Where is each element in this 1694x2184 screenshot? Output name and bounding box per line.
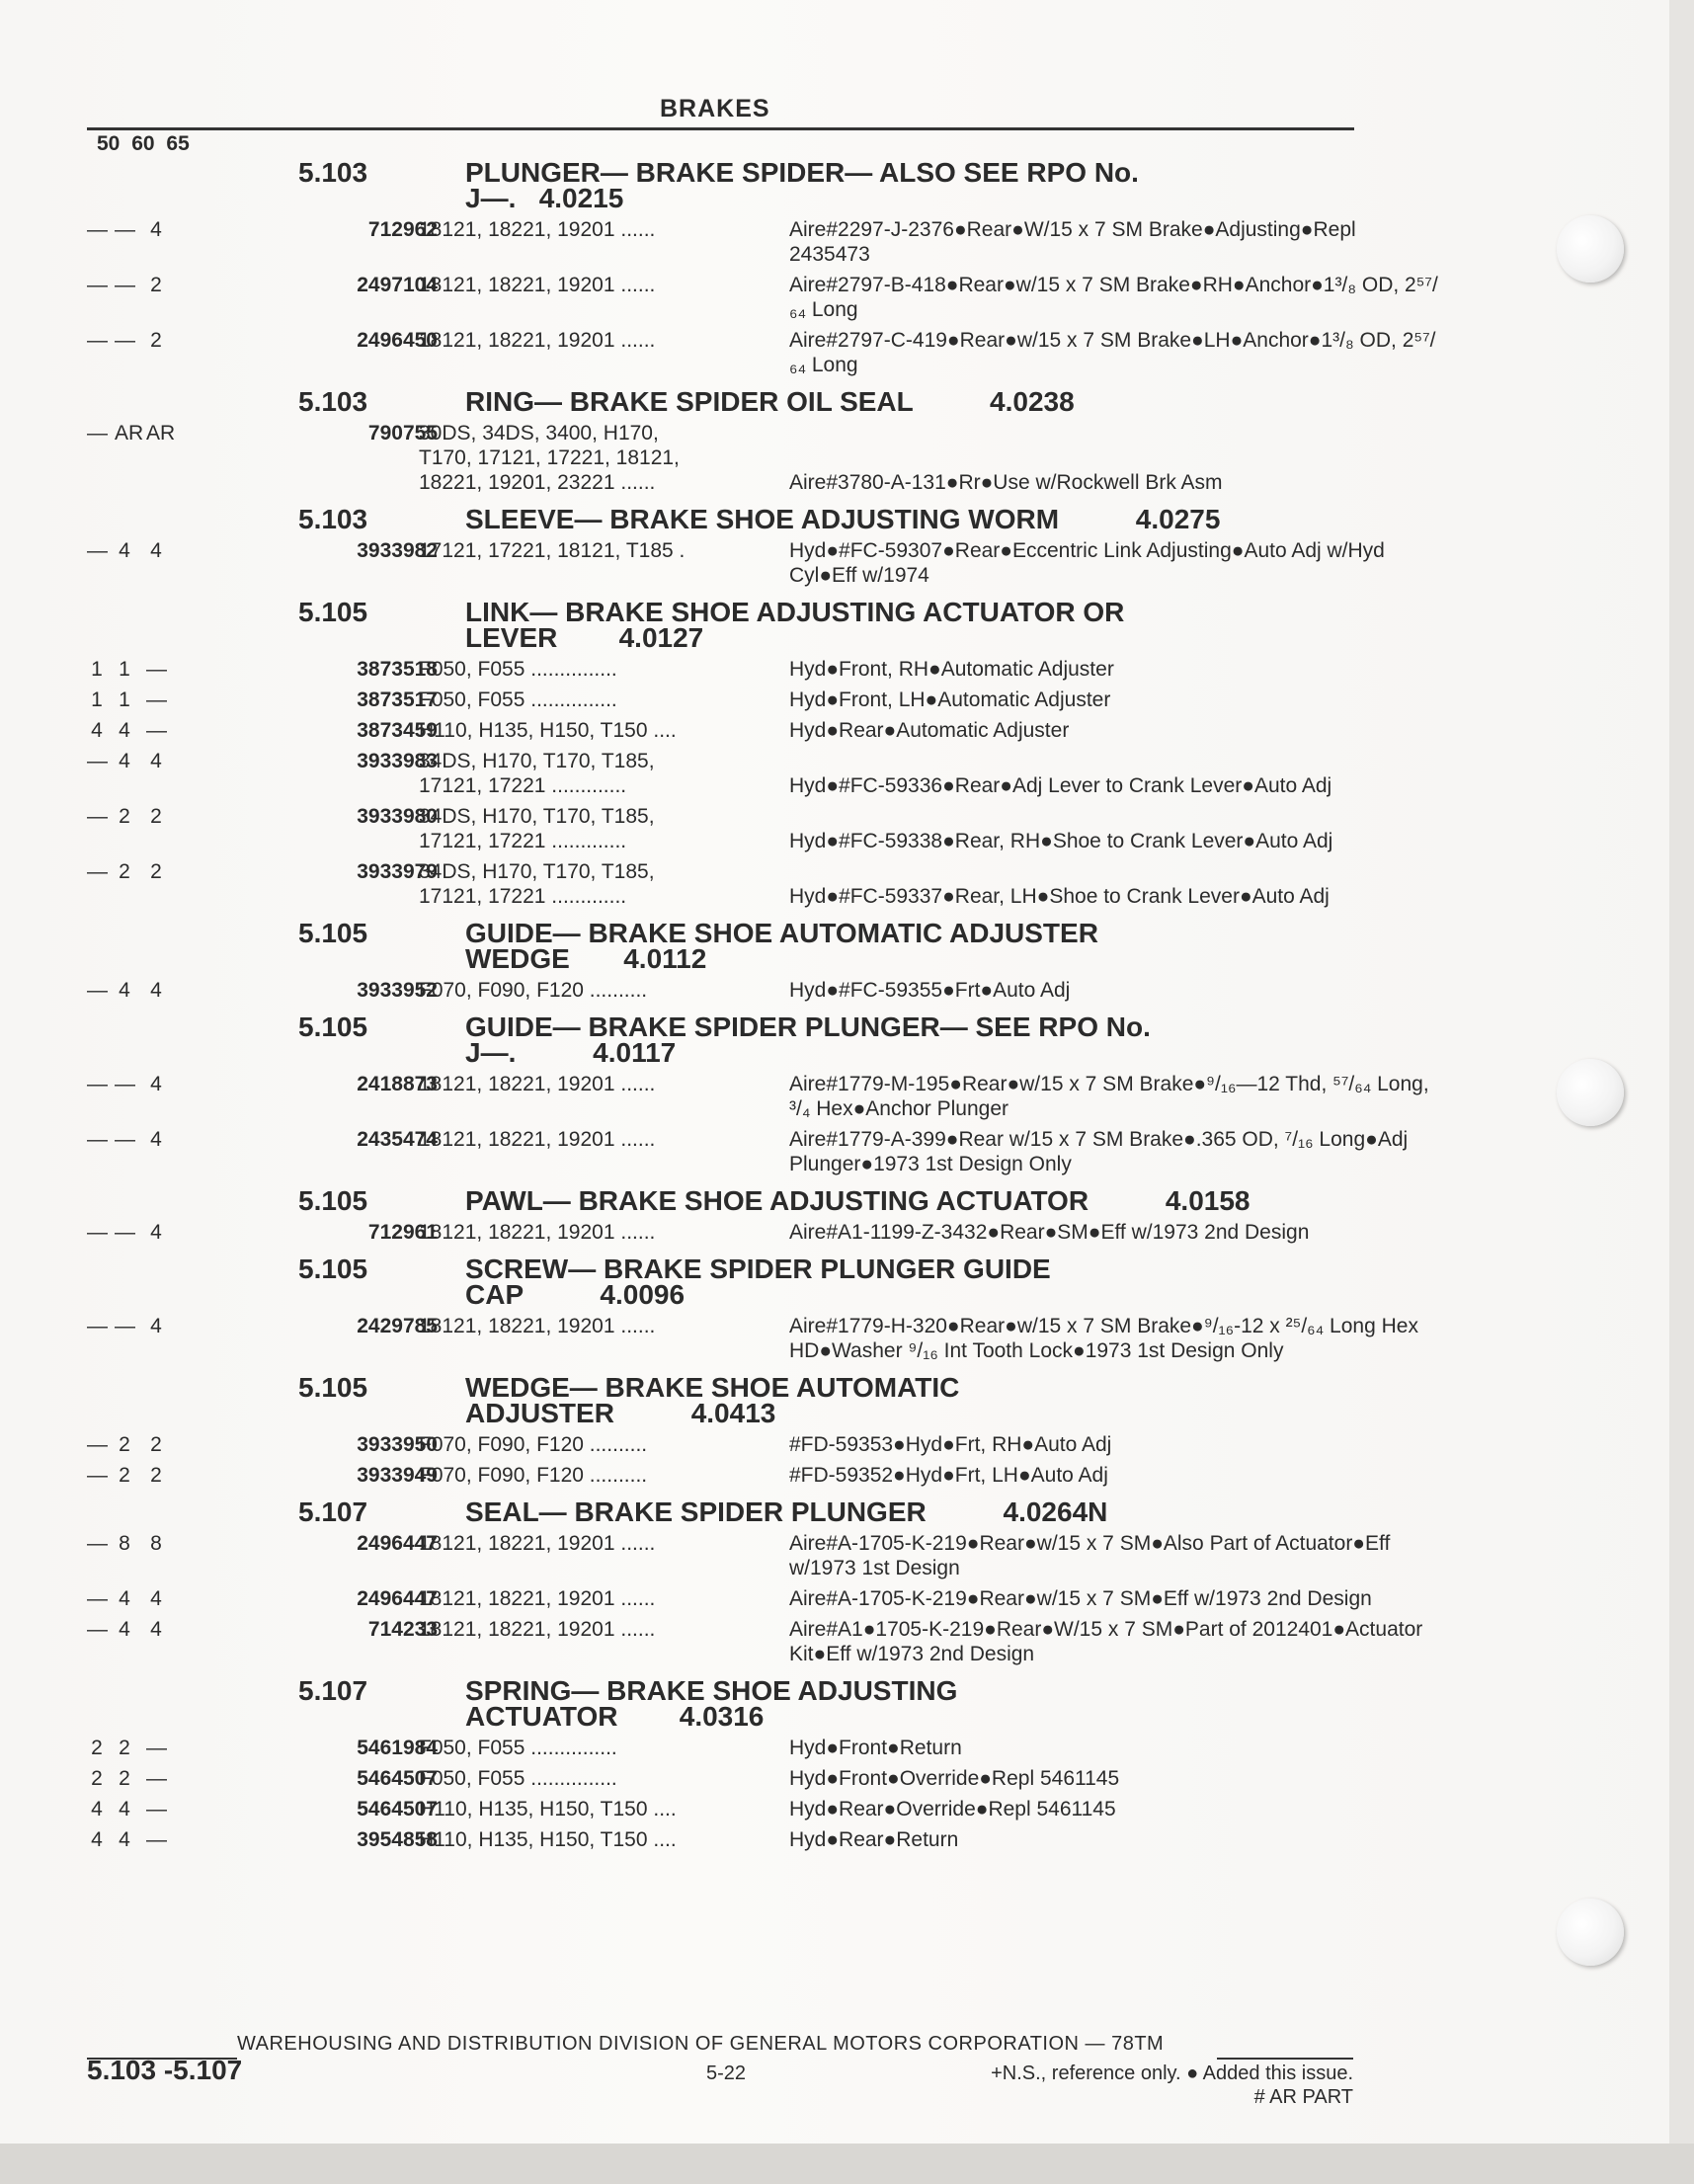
part-number: 3933950 bbox=[357, 1433, 438, 1456]
quantity-50: — bbox=[87, 1315, 108, 1337]
section-number: 5.105 bbox=[298, 1254, 368, 1284]
part-row bbox=[87, 718, 1361, 743]
header-rule bbox=[87, 127, 1354, 130]
quantity-50: — bbox=[87, 1532, 108, 1555]
quantity-65: 4 bbox=[150, 218, 162, 241]
part-description: Aire#A1●1705-K-219●Rear●W/15 x 7 SM●Part of 2012401●Actuator Kit●Eff w/1973 2nd Design bbox=[789, 1618, 1423, 1665]
part-description: Hyd●#FC-59338●Rear, RH●Shoe to Crank Lever●Auto Adj bbox=[789, 830, 1333, 852]
model-list: 18121, 18221, 19201 ...... bbox=[419, 274, 656, 296]
quantity-50: — bbox=[87, 422, 108, 445]
part-row bbox=[87, 538, 1385, 588]
part-description: Aire#1779-H-320●Rear●w/15 x 7 SM Brake●⁹/₁₆-12 x ²⁵/₆₄ Long Hex HD●Washer ⁹/₁₆ Int Tooth Lock●1973 1st Design Only bbox=[789, 1315, 1418, 1362]
part-number: 3933980 bbox=[357, 805, 438, 828]
part-number: 714233 bbox=[367, 1618, 438, 1641]
part-row bbox=[87, 1797, 1361, 1821]
part-row bbox=[87, 1220, 1361, 1245]
quantity-50: 4 bbox=[91, 1798, 103, 1820]
quantity-65: — bbox=[146, 719, 167, 742]
part-number: 5464507 bbox=[357, 1767, 438, 1790]
quantity-60: 2 bbox=[119, 860, 130, 883]
binder-hole-bottom bbox=[1557, 1899, 1624, 1966]
part-row bbox=[87, 1127, 1409, 1176]
part-number: 790755 bbox=[367, 422, 438, 445]
part-number: 2429785 bbox=[357, 1315, 438, 1337]
quantity-60: — bbox=[115, 1128, 135, 1151]
model-list: F050, F055 ............... bbox=[419, 688, 617, 711]
model-list: 18121, 18221, 19201 ...... bbox=[419, 1618, 656, 1641]
quantity-60: 4 bbox=[119, 1828, 130, 1851]
part-description: Aire#1779-M-195●Rear●w/15 x 7 SM Brake●⁹/₁₆—12 Thd, ⁵⁷/₆₄ Long, ³/₄ Hex●Anchor Plunger bbox=[789, 1073, 1429, 1120]
quantity-50: — bbox=[87, 1587, 108, 1610]
model-list: F050, F055 ............... bbox=[419, 1737, 617, 1759]
part-row bbox=[87, 1617, 1423, 1666]
model-list: 18121, 18221, 19201 ...... bbox=[419, 1587, 656, 1610]
quantity-50: — bbox=[87, 1128, 108, 1151]
section-number: 5.107 bbox=[298, 1496, 368, 1527]
quantity-65: 4 bbox=[150, 1128, 162, 1151]
model-list: H110, H135, H150, T150 .... bbox=[419, 1828, 677, 1851]
column-headings: 50 60 65 bbox=[97, 132, 190, 155]
section-heading bbox=[87, 504, 1361, 534]
section-title-line: LEVER 4.0127 bbox=[465, 622, 704, 653]
quantity-50: — bbox=[87, 860, 108, 883]
quantity-60: 2 bbox=[119, 805, 130, 828]
section-title-line: PAWL— BRAKE SHOE ADJUSTING ACTUATOR 4.0158 bbox=[465, 1185, 1250, 1216]
section-number: 5.103 bbox=[298, 504, 368, 534]
page-edge-bottom bbox=[0, 2144, 1694, 2184]
part-row bbox=[87, 1463, 1361, 1488]
parts-listing bbox=[87, 157, 1438, 1852]
part-description: Hyd●Front●Return bbox=[789, 1737, 962, 1759]
quantity-50: 4 bbox=[91, 1828, 103, 1851]
section-heading bbox=[87, 918, 1361, 974]
quantity-50: — bbox=[87, 1464, 108, 1487]
section-heading bbox=[87, 1256, 1361, 1308]
quantity-60: — bbox=[115, 218, 135, 241]
part-description: Hyd●#FC-59337●Rear, LH●Shoe to Crank Lever●Auto Adj bbox=[789, 885, 1330, 908]
quantity-50: 4 bbox=[91, 719, 103, 742]
section-title-line: GUIDE— BRAKE SPIDER PLUNGER— SEE RPO No. bbox=[465, 1011, 1151, 1042]
section-title-line: LINK— BRAKE SHOE ADJUSTING ACTUATOR OR bbox=[465, 597, 1125, 627]
part-number: 2496447 bbox=[357, 1587, 438, 1610]
section-title-line: PLUNGER— BRAKE SPIDER— ALSO SEE RPO No. bbox=[465, 157, 1139, 188]
section-heading bbox=[87, 1011, 1361, 1068]
part-description: Hyd●Front●Override●Repl 5461145 bbox=[789, 1767, 1120, 1790]
page-title: BRAKES bbox=[660, 95, 770, 122]
model-list: H110, H135, H150, T150 .... bbox=[419, 719, 677, 742]
quantity-60: 4 bbox=[119, 750, 130, 772]
model-list: 17121, 17221, 18121, T185 . bbox=[419, 539, 686, 562]
quantity-60: 4 bbox=[119, 1618, 130, 1641]
part-row bbox=[87, 1766, 1361, 1791]
model-list: 18121, 18221, 19201 ...... bbox=[419, 1315, 656, 1337]
quantity-65: AR bbox=[146, 422, 176, 445]
section-heading bbox=[87, 386, 1361, 417]
model-list: 18121, 18221, 19201 ...... bbox=[419, 218, 656, 241]
section-title-line: WEDGE— BRAKE SHOE AUTOMATIC bbox=[465, 1372, 960, 1403]
quantity-65: 4 bbox=[150, 1221, 162, 1244]
part-row bbox=[87, 217, 1361, 267]
part-number: 3933979 bbox=[357, 860, 438, 883]
page-number: 5-22 bbox=[706, 2063, 747, 2084]
quantity-65: — bbox=[146, 658, 167, 681]
page-edge-right bbox=[1669, 0, 1694, 2184]
quantity-50: — bbox=[87, 1073, 108, 1095]
part-row bbox=[87, 1072, 1429, 1121]
quantity-65: 4 bbox=[150, 979, 162, 1002]
quantity-60: 1 bbox=[119, 658, 130, 681]
quantity-60: 2 bbox=[119, 1767, 130, 1790]
section-title-line: WEDGE 4.0112 bbox=[465, 943, 707, 974]
part-number: 712962 bbox=[367, 218, 438, 241]
quantity-65: 4 bbox=[150, 750, 162, 772]
part-row bbox=[87, 1827, 1361, 1852]
quantity-50: — bbox=[87, 1433, 108, 1456]
part-description: Aire#A-1705-K-219●Rear●w/15 x 7 SM●Also Part of Actuator●Eff w/1973 1st Design bbox=[789, 1532, 1391, 1579]
section-title-line: SLEEVE— BRAKE SHOE ADJUSTING WORM 4.0275 bbox=[465, 504, 1221, 534]
quantity-50: — bbox=[87, 218, 108, 241]
part-row bbox=[87, 657, 1361, 682]
quantity-65: 4 bbox=[150, 539, 162, 562]
quantity-50: 1 bbox=[91, 688, 103, 711]
quantity-60: — bbox=[115, 274, 135, 296]
part-number: 3873459 bbox=[357, 719, 438, 742]
model-list: 18121, 18221, 19201 ...... bbox=[419, 1221, 656, 1244]
quantity-65: — bbox=[146, 1798, 167, 1820]
model-list: F050, F055 ............... bbox=[419, 658, 617, 681]
section-title-line: SCREW— BRAKE SPIDER PLUNGER GUIDE bbox=[465, 1254, 1051, 1284]
footer-ar-note: # AR PART bbox=[1253, 2086, 1353, 2108]
quantity-65: 2 bbox=[150, 860, 162, 883]
model-list: F070, F090, F120 .......... bbox=[419, 979, 648, 1002]
part-description: Aire#A-1705-K-219●Rear●w/15 x 7 SM●Eff w/1973 2nd Design bbox=[789, 1587, 1372, 1610]
part-number: 3873517 bbox=[357, 688, 438, 711]
quantity-50: — bbox=[87, 1221, 108, 1244]
quantity-60: 4 bbox=[119, 1587, 130, 1610]
part-description: Hyd●Rear●Return bbox=[789, 1828, 959, 1851]
model-list: 30DS, 34DS, 3400, H170, T170, 17121, 17221, 18121, 18221, 19201, 23221 ...... bbox=[419, 422, 680, 494]
quantity-65: 2 bbox=[150, 329, 162, 352]
part-description: Aire#2797-B-418●Rear●w/15 x 7 SM Brake●RH●Anchor●1³/₈ OD, 2⁵⁷/₆₄ Long bbox=[789, 274, 1438, 321]
quantity-50: — bbox=[87, 1618, 108, 1641]
quantity-50: — bbox=[87, 539, 108, 562]
part-number: 3954858 bbox=[357, 1828, 438, 1851]
quantity-60: 2 bbox=[119, 1433, 130, 1456]
part-description: Hyd●#FC-59307●Rear●Eccentric Link Adjusting●Auto Adj w/Hyd Cyl●Eff w/1974 bbox=[789, 539, 1385, 587]
part-number: 3933949 bbox=[357, 1464, 438, 1487]
binder-hole-middle bbox=[1557, 1059, 1624, 1126]
part-description: Aire#2297-J-2376●Rear●W/15 x 7 SM Brake●Adjusting●Repl 2435473 bbox=[789, 218, 1356, 266]
part-number: 2496450 bbox=[357, 329, 438, 352]
part-description: Hyd●#FC-59355●Frt●Auto Adj bbox=[789, 979, 1071, 1002]
quantity-50: 1 bbox=[91, 658, 103, 681]
section-number: 5.103 bbox=[298, 157, 368, 188]
footer-section-range: 5.103 -5.107 bbox=[87, 2055, 243, 2085]
quantity-60: 4 bbox=[119, 1798, 130, 1820]
quantity-65: 4 bbox=[150, 1587, 162, 1610]
quantity-65: 4 bbox=[150, 1073, 162, 1095]
part-row bbox=[87, 273, 1438, 322]
quantity-60: 4 bbox=[119, 539, 130, 562]
section-title-line: ADJUSTER 4.0413 bbox=[465, 1398, 776, 1428]
quantity-50: — bbox=[87, 805, 108, 828]
quantity-60: 8 bbox=[119, 1532, 130, 1555]
part-description: Aire#2797-C-419●Rear●w/15 x 7 SM Brake●LH●Anchor●1³/₈ OD, 2⁵⁷/₆₄ Long bbox=[789, 329, 1436, 376]
model-list: 34DS, H170, T170, T185, 17121, 17221 ............. bbox=[419, 750, 655, 797]
model-list: H110, H135, H150, T150 .... bbox=[419, 1798, 677, 1820]
model-list: 34DS, H170, T170, T185, 17121, 17221 ............. bbox=[419, 860, 655, 908]
part-row bbox=[87, 804, 1361, 853]
quantity-60: — bbox=[115, 1221, 135, 1244]
model-list: F050, F055 ............... bbox=[419, 1767, 617, 1790]
footer-legend-note: +N.S., reference only. ● Added this issue. bbox=[991, 2063, 1353, 2084]
section-number: 5.105 bbox=[298, 1372, 368, 1403]
model-list: 18121, 18221, 19201 ...... bbox=[419, 1128, 656, 1151]
model-list: F070, F090, F120 .......... bbox=[419, 1464, 648, 1487]
quantity-60: 2 bbox=[119, 1737, 130, 1759]
section-title-line: ACTUATOR 4.0316 bbox=[465, 1701, 765, 1732]
section-heading bbox=[87, 157, 1361, 213]
quantity-60: 2 bbox=[119, 1464, 130, 1487]
part-number: 2418873 bbox=[357, 1073, 438, 1095]
section-number: 5.105 bbox=[298, 597, 368, 627]
quantity-50: — bbox=[87, 329, 108, 352]
section-title-line: J—. 4.0215 bbox=[465, 183, 624, 213]
part-row bbox=[87, 1432, 1361, 1457]
part-number: 2496447 bbox=[357, 1532, 438, 1555]
part-number: 5464507 bbox=[357, 1798, 438, 1820]
part-row bbox=[87, 1586, 1372, 1611]
section-title-line: SEAL— BRAKE SPIDER PLUNGER 4.0264N bbox=[465, 1496, 1108, 1527]
section-number: 5.103 bbox=[298, 386, 368, 417]
quantity-65: — bbox=[146, 1737, 167, 1759]
section-title-line: CAP 4.0096 bbox=[465, 1279, 686, 1310]
quantity-50: 2 bbox=[91, 1737, 103, 1759]
quantity-50: — bbox=[87, 274, 108, 296]
quantity-60: 1 bbox=[119, 688, 130, 711]
section-heading bbox=[87, 1675, 1361, 1732]
model-list: 18121, 18221, 19201 ...... bbox=[419, 1532, 656, 1555]
part-number: 3873518 bbox=[357, 658, 438, 681]
quantity-50: — bbox=[87, 750, 108, 772]
quantity-50: — bbox=[87, 979, 108, 1002]
quantity-60: 4 bbox=[119, 979, 130, 1002]
quantity-65: — bbox=[146, 1828, 167, 1851]
section-title-line: RING— BRAKE SPIDER OIL SEAL 4.0238 bbox=[465, 386, 1075, 417]
section-title-line: GUIDE— BRAKE SHOE AUTOMATIC ADJUSTER bbox=[465, 918, 1098, 948]
quantity-60: 4 bbox=[119, 719, 130, 742]
part-number: 3933952 bbox=[357, 979, 438, 1002]
part-number: 2497104 bbox=[357, 274, 438, 296]
quantity-65: — bbox=[146, 1767, 167, 1790]
model-list: F070, F090, F120 .......... bbox=[419, 1433, 648, 1456]
section-number: 5.105 bbox=[298, 1185, 368, 1216]
part-description: Hyd●#FC-59336●Rear●Adj Lever to Crank Lever●Auto Adj bbox=[789, 774, 1332, 797]
section-number: 5.105 bbox=[298, 918, 368, 948]
section-heading bbox=[87, 1372, 1361, 1428]
part-number: 712961 bbox=[367, 1221, 438, 1244]
binder-hole-top bbox=[1557, 215, 1624, 283]
quantity-60: — bbox=[115, 1073, 135, 1095]
model-list: 34DS, H170, T170, T185, 17121, 17221 ............. bbox=[419, 805, 655, 852]
quantity-50: 2 bbox=[91, 1767, 103, 1790]
part-row bbox=[87, 749, 1361, 798]
part-description: Hyd●Rear●Automatic Adjuster bbox=[789, 719, 1070, 742]
model-list: 18121, 18221, 19201 ...... bbox=[419, 329, 656, 352]
part-row bbox=[87, 1314, 1418, 1363]
quantity-60: — bbox=[115, 1315, 135, 1337]
quantity-65: — bbox=[146, 688, 167, 711]
part-row bbox=[87, 1736, 1361, 1760]
quantity-65: 2 bbox=[150, 1464, 162, 1487]
quantity-60: AR bbox=[115, 422, 144, 445]
part-description: Hyd●Front, LH●Automatic Adjuster bbox=[789, 688, 1111, 711]
part-description: Hyd●Front, RH●Automatic Adjuster bbox=[789, 658, 1114, 681]
part-row bbox=[87, 1531, 1391, 1580]
quantity-65: 8 bbox=[150, 1532, 162, 1555]
section-heading bbox=[87, 597, 1361, 653]
part-row bbox=[87, 688, 1361, 712]
part-row bbox=[87, 859, 1361, 909]
quantity-65: 2 bbox=[150, 805, 162, 828]
part-number: 3933983 bbox=[357, 750, 438, 772]
footer-rule-right bbox=[1217, 2058, 1353, 2060]
part-description: #FD-59352●Hyd●Frt, LH●Auto Adj bbox=[789, 1464, 1108, 1487]
section-title-line: SPRING— BRAKE SHOE ADJUSTING bbox=[465, 1675, 958, 1706]
section-number: 5.107 bbox=[298, 1675, 368, 1706]
quantity-60: — bbox=[115, 329, 135, 352]
part-number: 2435474 bbox=[357, 1128, 438, 1151]
part-row bbox=[87, 328, 1436, 377]
part-row bbox=[87, 978, 1361, 1003]
section-heading bbox=[87, 1185, 1361, 1216]
part-description: Hyd●Rear●Override●Repl 5461145 bbox=[789, 1798, 1116, 1820]
quantity-65: 2 bbox=[150, 1433, 162, 1456]
quantity-65: 2 bbox=[150, 274, 162, 296]
footer-division: WAREHOUSING AND DISTRIBUTION DIVISION OF GENERAL MOTORS CORPORATION — 78TM bbox=[237, 2033, 1165, 2055]
part-description: Aire#1779-A-399●Rear w/15 x 7 SM Brake●.365 OD, ⁷/₁₆ Long●Adj Plunger●1973 1st Design Only bbox=[789, 1128, 1409, 1175]
section-number: 5.105 bbox=[298, 1011, 368, 1042]
quantity-65: 4 bbox=[150, 1315, 162, 1337]
part-description: #FD-59353●Hyd●Frt, RH●Auto Adj bbox=[789, 1433, 1112, 1456]
part-description: Aire#A1-1199-Z-3432●Rear●SM●Eff w/1973 2nd Design bbox=[789, 1221, 1310, 1244]
part-description: Aire#3780-A-131●Rr●Use w/Rockwell Brk Asm bbox=[789, 471, 1223, 494]
section-title-line: J—. 4.0117 bbox=[465, 1037, 677, 1068]
quantity-65: 4 bbox=[150, 1618, 162, 1641]
section-heading bbox=[87, 1496, 1361, 1527]
model-list: 18121, 18221, 19201 ...... bbox=[419, 1073, 656, 1095]
part-number: 3933982 bbox=[357, 539, 438, 562]
part-row bbox=[87, 421, 1361, 495]
part-number: 5461984 bbox=[357, 1737, 438, 1759]
